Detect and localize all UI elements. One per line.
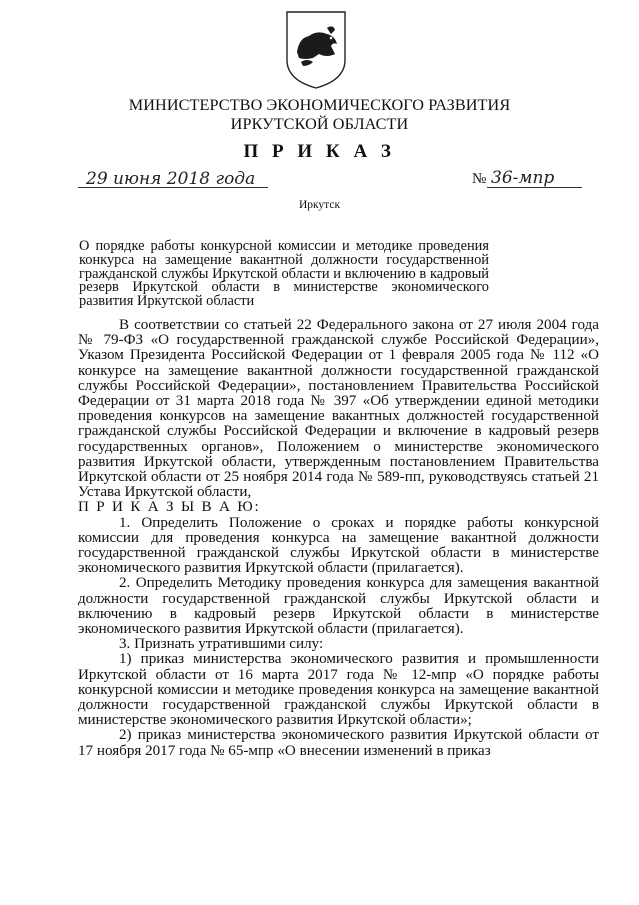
handwritten-date: 29 июня 2018 года — [86, 169, 256, 189]
order-item-2: 2. Определить Методику проведения конкурса для замещения вакантной должности государственной гражданской службы Иркутской области и включению в кадровый резерв Иркутской области в министерстве экономического развития Иркутской области (прилагается). — [78, 575, 599, 638]
number-label: № — [472, 171, 487, 187]
order-item-3-2: 2) приказ министерства экономического развития Иркутской области от 17 ноября 2017 года № 65-мпр «О внесении изменений в приказ — [78, 727, 599, 759]
city-name: Иркутск — [298, 199, 341, 211]
ministry-name-line1: МИНИСТЕРСТВО ЭКОНОМИЧЕСКОГО РАЗВИТИЯ — [128, 96, 511, 114]
ministry-name-line2: ИРКУТСКОЙ ОБЛАСТИ — [230, 115, 409, 133]
order-body — [78, 318, 599, 759]
order-item-3: 3. Признать утратившими силу: — [119, 636, 324, 653]
date-underline — [78, 187, 268, 188]
coat-of-arms-icon — [283, 8, 349, 90]
number-underline — [487, 187, 582, 188]
order-subject: О порядке работы конкурсной комиссии и методике проведения конкурса на замещение вакантной должности государственной гражданской службы Иркутской области и включению в кадровый резерв Иркутской области в министерстве экономического развития Иркутской области — [79, 238, 489, 310]
order-item-3-1: 1) приказ министерства экономического развития и промышленности Иркутской области от 16 марта 2017 года № 12-мпр «О порядке работы конкурсной комиссии и методике проведения конкурса на замещение вакантной должности государственной гражданской службы Иркутской области в министерстве экономического развития Иркутской области»; — [78, 651, 599, 729]
preamble-paragraph: В соответствии со статьей 22 Федерального закона от 27 июля 2004 года № 79-ФЗ «О государственной гражданской службе Российской Федерации», Указом Президента Российской Федерации от 1 февраля 2005 года № 112 «О конкурсе на замещение вакантной должности государственной гражданской службы Российской Федерации», постановлением Правительства Российской Федерации от 31 марта 2018 года № 397 «Об утверждении единой методики проведения конкурсов на замещение вакантных должностей государственной гражданской службы Российской Федерации и включение в кадровый резерв государственных органов», Положением о министерстве экономического развития Иркутской области, утвержденным постановлением Правительства Иркутской области от 25 ноября 2014 года № 589-пп, руководствуясь статьей 21 Устава Иркутской области, — [78, 317, 599, 501]
handwritten-order-number: 36-мпр — [491, 168, 555, 188]
order-directive-heading: П Р И К А З Ы В А Ю: — [78, 499, 261, 516]
order-item-1: 1. Определить Положение о сроках и порядке работы конкурсной комиссии для проведения конкурса на замещение вакантной должности государственной гражданской службы Иркутской области в министерстве экономического развития Иркутской области (прилагается). — [78, 514, 599, 577]
document-type-title: П Р И К А З — [243, 141, 396, 162]
